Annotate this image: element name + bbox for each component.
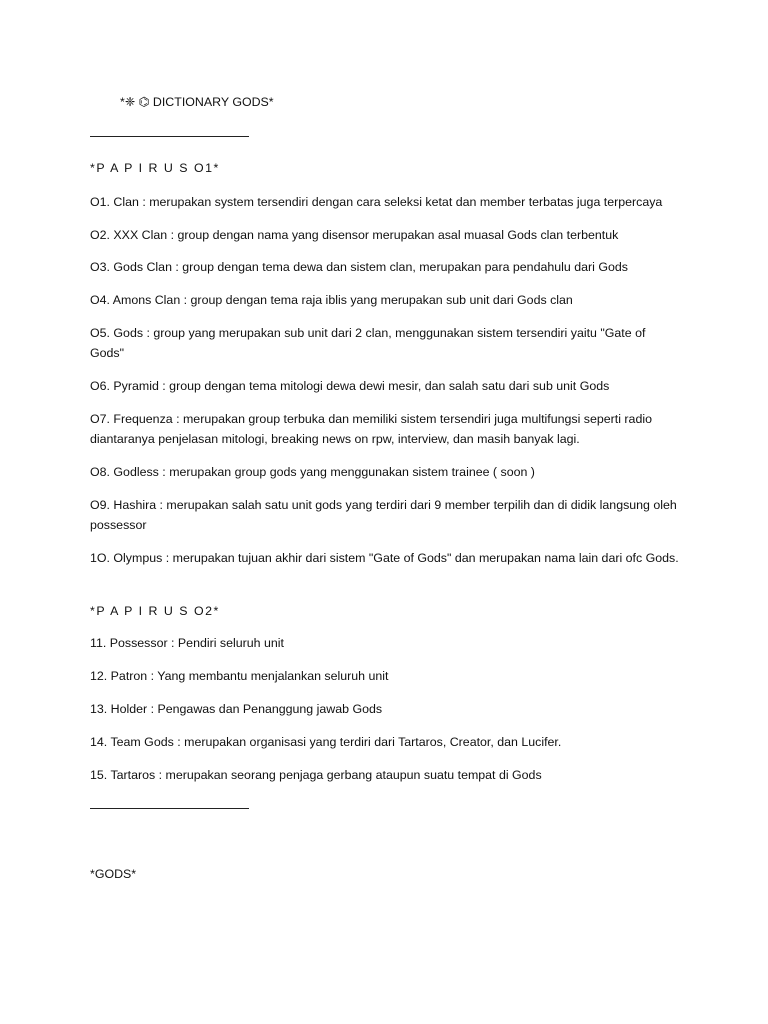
entry-06: O6. Pyramid : group dengan tema mitologi dewa dewi mesir, dan salah satu dari sub unit Gods [90, 379, 610, 393]
entry-10: 1O. Olympus : merupakan tujuan akhir dari sistem "Gate of Gods" dan merupakan nama lain dari ofc Gods. [90, 551, 679, 565]
gods-heading: *GODS* [90, 867, 137, 881]
entry-12: 12. Patron : Yang membantu menjalankan seluruh unit [90, 669, 389, 683]
entry-09: O9. Hashira : merupakan salah satu unit gods yang terdiri dari 9 member terpilih dan di didik langsung oleh possessor [90, 498, 677, 532]
entry-05: O5. Gods : group yang merupakan sub unit dari 2 clan, menggunakan sistem tersendiri yaitu "Gate of Gods" [90, 326, 646, 360]
divider-top [90, 136, 249, 137]
entry-14: 14. Team Gods : merupakan organisasi yang terdiri dari Tartaros, Creator, dan Lucifer. [90, 735, 562, 749]
entry-02: O2. XXX Clan : group dengan nama yang disensor merupakan asal muasal Gods clan terbentuk [90, 228, 619, 242]
entry-01: O1. Clan : merupakan system tersendiri dengan cara seleksi ketat dan member terbatas juga terpercaya [90, 195, 663, 209]
document-title: *❈ ⌬ DICTIONARY GODS* [120, 95, 274, 109]
entry-11: 11. Possessor : Pendiri seluruh unit [90, 636, 284, 650]
entry-08: O8. Godless : merupakan group gods yang menggunakan sistem trainee ( soon ) [90, 465, 535, 479]
papirus-2-heading: *P A P I R U S O2* [90, 604, 220, 618]
entry-04: O4. Amons Clan : group dengan tema raja iblis yang merupakan sub unit dari Gods clan [90, 293, 573, 307]
entry-03: O3. Gods Clan : group dengan tema dewa dan sistem clan, merupakan para pendahulu dari Gods [90, 260, 628, 274]
entry-07: O7. Frequenza : merupakan group terbuka dan memiliki sistem tersendiri juga multifungsi seperti radio diantaranya penjelasan mitologi, breaking news on rpw, interview, dan masih banyak lagi. [90, 412, 652, 446]
entry-15: 15. Tartaros : merupakan seorang penjaga gerbang ataupun suatu tempat di Gods [90, 768, 542, 782]
papirus-1-heading: *P A P I R U S O1* [90, 161, 220, 175]
divider-bottom [90, 808, 249, 809]
entry-13: 13. Holder : Pengawas dan Penanggung jawab Gods [90, 702, 383, 716]
